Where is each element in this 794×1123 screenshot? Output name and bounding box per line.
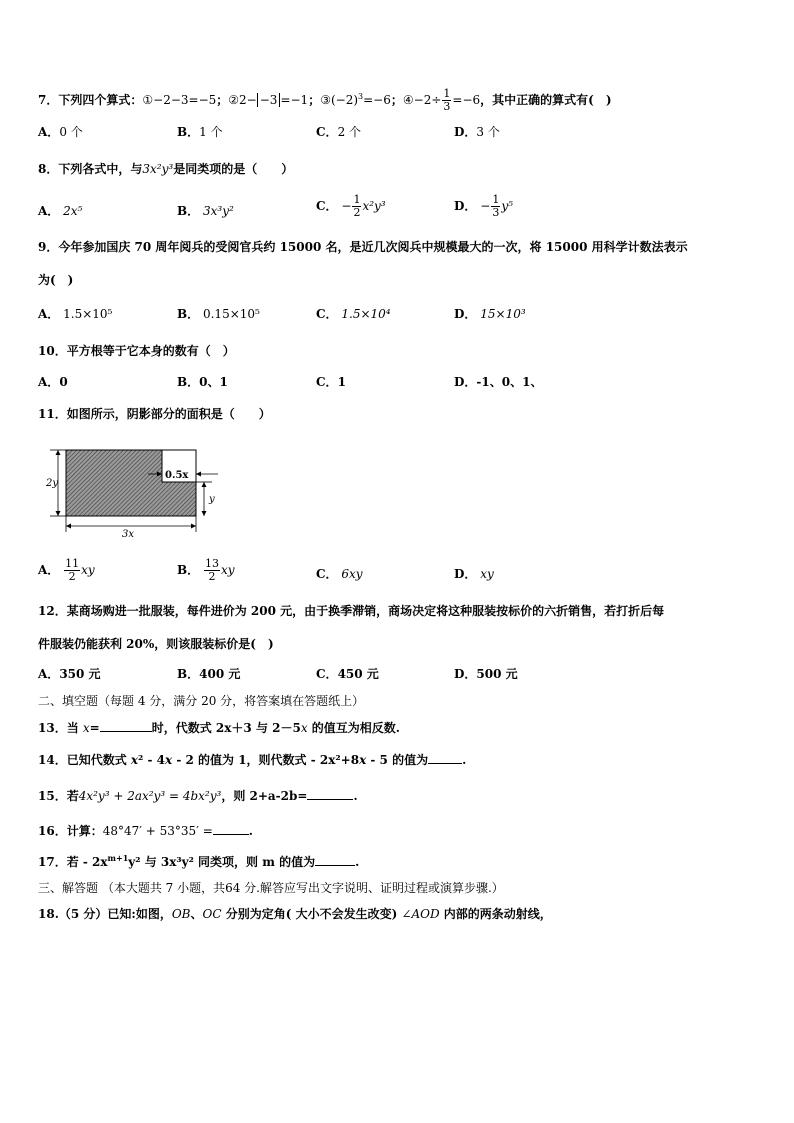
q15-part: .	[353, 789, 358, 803]
q7-expr-3b: (−2)	[330, 93, 359, 107]
option-sign: −	[480, 199, 491, 213]
option-key: C．	[316, 125, 338, 139]
q12-option-c	[316, 666, 379, 682]
option-text: 6xy	[341, 567, 363, 581]
q7-expr-4b: =−6	[452, 93, 481, 107]
q7-exponent: 3	[358, 92, 364, 101]
q7-abs-value: −3	[257, 93, 281, 107]
option-key: A．	[38, 375, 60, 389]
q7-expr-1: ①−2−3=−5	[142, 93, 217, 107]
q14-part: - 5 的值为	[366, 753, 429, 767]
option-text: x²y³	[362, 199, 386, 213]
option-key: A．	[38, 125, 60, 139]
q14-part: 14．已知代数式	[38, 753, 131, 767]
answer-blank[interactable]	[100, 719, 152, 732]
option-key: B．	[177, 307, 200, 321]
q18-part: 、	[190, 907, 203, 921]
option-fraction	[352, 194, 361, 219]
option-key: D．	[454, 307, 477, 321]
option-key: B．	[177, 204, 200, 218]
q9-option-b	[177, 306, 260, 322]
q7-expr-2	[228, 93, 308, 107]
q18-angle: ∠AOD	[401, 907, 440, 921]
q17-exponent: m+1	[107, 853, 129, 863]
option-key: C．	[316, 375, 338, 389]
q11-text: 11．如图所示，阴影部分的面积是（ ）	[38, 407, 271, 421]
frac-num: 1	[492, 193, 500, 206]
question-8	[38, 161, 293, 177]
q13-part: 13．当	[38, 721, 83, 735]
q10-option-c	[316, 374, 346, 390]
question-18	[38, 906, 552, 922]
q17-part: 17．若 - 2x	[38, 855, 108, 869]
q18-part: 分别为定角( 大小不会发生改变)	[221, 907, 402, 921]
option-key: D．	[454, 125, 477, 139]
question-7	[38, 88, 612, 113]
frac-num: 13	[204, 557, 219, 570]
q7-expr-3	[320, 93, 391, 107]
q11-option-b	[177, 558, 235, 583]
q7-frac-num: 1	[443, 87, 451, 100]
q10-option-a	[38, 374, 68, 390]
option-fraction	[491, 194, 500, 219]
q7-expr-4	[402, 87, 481, 113]
option-key: B．	[177, 667, 200, 681]
q16-part: 16．计算：	[38, 824, 103, 838]
option-key: A．	[38, 204, 60, 218]
q18-part: 内部的两条动射线，	[439, 907, 552, 921]
q15-part: 15．若	[38, 789, 79, 803]
question-17	[38, 853, 359, 870]
q7-expr-3a: ③	[320, 93, 331, 107]
question-16	[38, 822, 253, 839]
q10-option-d	[454, 374, 542, 390]
option-text: 0.15×10⁵	[202, 307, 260, 321]
q9-option-c	[316, 306, 391, 322]
q8-tail: 是同类项的是（ ）	[173, 162, 294, 176]
q13-var: x	[300, 721, 308, 735]
frac-den: 3	[492, 206, 500, 219]
option-fraction	[204, 558, 220, 583]
option-text: 3x³y²	[202, 204, 234, 218]
q8-option-d	[454, 194, 513, 219]
q8-expression: 3x²y³	[142, 162, 174, 176]
option-fraction	[64, 558, 80, 583]
q7-expr-2a: ②2−	[228, 93, 257, 107]
option-key: B．	[177, 375, 200, 389]
notch-height-label: y	[209, 494, 215, 505]
option-text: -1、0、1、	[476, 375, 543, 389]
q16-part: .	[248, 824, 253, 838]
answer-blank[interactable]	[315, 853, 355, 866]
q7-lead: 下列四个算式：	[58, 93, 143, 107]
q7-sep-1: ；	[216, 93, 229, 107]
option-text: xy	[81, 563, 95, 577]
q15-expression: 4x²y³ + 2ax²y³ = 4bx²y³	[78, 789, 222, 803]
q7-expr-3c: =−6	[363, 93, 391, 107]
q7-expr-4a: ④−2÷	[402, 93, 442, 107]
option-key: B．	[177, 125, 200, 139]
q11-option-c	[316, 566, 363, 582]
q18-ray-oc: OC	[202, 907, 222, 921]
q17-part: y² 与 3x³y² 同类项，则 m 的值为	[128, 855, 316, 869]
option-key: C．	[316, 567, 338, 581]
q13-var: x	[82, 721, 90, 735]
q7-frac-den: 3	[443, 100, 451, 113]
q9-line-1: 9．今年参加国庆 70 周年阅兵的受阅官兵约 15000 名，是近几次阅兵中规模最大的一次，将 15000 用科学计数法表示	[38, 240, 688, 254]
q7-option-d	[454, 124, 500, 140]
option-text: 500 元	[476, 667, 518, 681]
question-15	[38, 787, 358, 804]
frac-num: 11	[65, 557, 80, 570]
option-text: 2x⁵	[63, 204, 83, 218]
option-key: A．	[38, 667, 60, 681]
q11-option-a	[38, 558, 95, 583]
option-key: A．	[38, 563, 60, 577]
option-text: 15×10³	[480, 307, 526, 321]
question-14	[38, 751, 466, 768]
answer-blank[interactable]	[213, 822, 249, 835]
q18-part: 18.（5 分）已知:如图，	[38, 907, 172, 921]
option-text: 1	[337, 375, 346, 389]
option-key: C．	[316, 667, 338, 681]
q14-part: .	[462, 753, 467, 767]
q12-line-1: 12．某商场购进一批服装，每件进价为 200 元，由于换季滞销，商场决定将这种服装按标价的六折销售，若打折后每	[38, 604, 665, 618]
q7-option-b	[177, 124, 223, 140]
option-key: B．	[177, 563, 200, 577]
q10-text: 10．平方根等于它本身的数有（ ）	[38, 344, 235, 358]
q7-sep-3: ；	[390, 93, 403, 107]
option-text: 1.5×10⁵	[63, 307, 113, 321]
frac-den: 2	[68, 570, 76, 583]
option-text: 1 个	[199, 125, 223, 139]
option-text: 1.5×10⁴	[341, 307, 391, 321]
option-text: 450 元	[337, 667, 379, 681]
q14-part: - 2 的值为 1，则代数式 - 2x²+8	[172, 753, 360, 767]
q15-part: ，则 2+a-2b=	[221, 789, 308, 803]
option-key: D．	[454, 375, 477, 389]
q12-option-b	[177, 666, 240, 682]
option-text: 350 元	[59, 667, 101, 681]
frac-den: 2	[208, 570, 216, 583]
q7-expr-2c: =−1	[280, 93, 309, 107]
q12-option-a	[38, 666, 101, 682]
q11-option-d	[454, 566, 494, 582]
q7-option-a	[38, 124, 83, 140]
option-text: 3 个	[476, 125, 500, 139]
height-label: 2y	[46, 478, 59, 489]
q18-ray-ob: OB	[171, 907, 191, 921]
q14-part: ² - 4	[138, 753, 165, 767]
option-key: C．	[316, 199, 338, 213]
answer-blank[interactable]	[307, 787, 353, 800]
option-key: D．	[454, 567, 477, 581]
q8-number: 8．	[38, 162, 59, 176]
q17-part: .	[355, 855, 360, 869]
q13-part: =	[89, 721, 100, 735]
option-text: 2 个	[337, 125, 362, 139]
q8-lead: 下列各式中，与	[58, 162, 143, 176]
option-key: D．	[454, 199, 477, 213]
option-sign: −	[341, 199, 352, 213]
q12-option-d	[454, 666, 518, 682]
q9-option-a	[38, 306, 112, 322]
q9-line-2: 为( )	[38, 273, 74, 287]
width-label: 3x	[122, 529, 135, 540]
section-2-heading: 二、填空题（每题 4 分，满分 20 分，将答案填在答题纸上）	[38, 694, 365, 708]
option-key: A．	[38, 307, 60, 321]
q7-number: 7．	[38, 93, 59, 107]
q14-var: x	[130, 753, 139, 767]
option-key: D．	[454, 667, 477, 681]
option-text: 0 个	[59, 125, 83, 139]
option-text: xy	[480, 567, 494, 581]
q8-option-a	[38, 203, 82, 219]
q7-sep-2: ；	[308, 93, 321, 107]
q8-option-b	[177, 203, 234, 219]
q8-option-c	[316, 194, 386, 219]
option-text: y⁵	[501, 199, 513, 213]
q10-option-b	[177, 374, 228, 390]
option-text: 400 元	[199, 667, 241, 681]
q13-part: 的值互为相反数.	[307, 721, 400, 735]
answer-blank[interactable]	[428, 751, 462, 764]
q14-var: x	[165, 753, 173, 767]
q7-fraction	[442, 88, 451, 113]
section-3-heading: 三、解答题 （本大题共 7 小题，共64 分.解答应写出文字说明、证明过程或演算步骤.）	[38, 881, 504, 895]
q9-option-d	[454, 306, 526, 322]
q14-var: x	[359, 753, 367, 767]
notch-width-label: 0.5x	[165, 470, 189, 481]
q11-figure	[44, 440, 244, 540]
q7-option-c	[316, 124, 361, 140]
option-text: xy	[220, 563, 235, 577]
frac-den: 2	[353, 206, 361, 219]
q7-tail: ，其中正确的算式有( )	[480, 93, 612, 107]
q16-expression: 48°47′ + 53°35′ =	[102, 824, 213, 838]
option-key: C．	[316, 307, 338, 321]
q12-line-2: 件服装仍能获利 20%，则该服装标价是( )	[38, 637, 274, 651]
option-text: 0	[59, 375, 68, 389]
arrowhead	[196, 472, 201, 477]
frac-num: 1	[353, 193, 361, 206]
option-text: 0、1	[199, 375, 228, 389]
q13-part: 时，代数式 2x＋3 与 2－5	[151, 721, 301, 735]
question-13	[38, 719, 400, 736]
